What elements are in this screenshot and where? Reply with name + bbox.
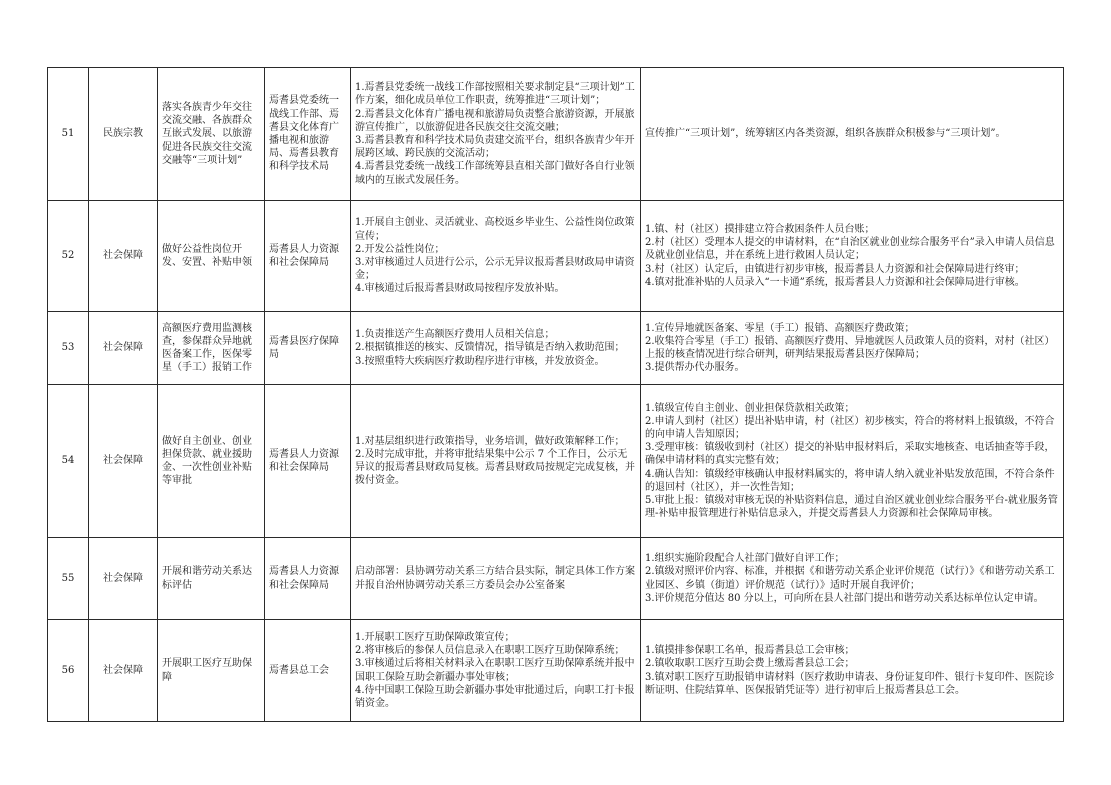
town-line: 3.评价规范分值达 80 分以上，可向所在县人社部门提出和谐劳动关系达标单位认定申请。 — [645, 592, 1044, 604]
town-line: 3.提供帮办代办服务。 — [645, 362, 745, 374]
town-line: 2.镇收取职工医疗互助会费上缴焉耆县总工会； — [645, 658, 855, 670]
town-line: 1.镇摸排参保职工名单，报焉耆县总工会审核； — [645, 645, 855, 657]
town-duty-cell — [641, 620, 1064, 722]
row-number: 56 — [48, 620, 89, 722]
town-line: 1.镇、村（社区）摸排建立符合救困条件人员台账； — [645, 223, 875, 235]
duty-line: 4.焉耆县党委统一战线工作部统筹县直相关部门做好各自行业领域内的互嵌式发展任务。 — [355, 161, 635, 186]
duty-line: 2.及时完成审批，并将审批结果集中公示 7 个工作日，公示无异议的报焉耆县财政局复核。焉耆县财政局按规定完成复核，并拨付资金。 — [355, 448, 635, 487]
duty-line: 3.按照重特大疾病医疗救助程序进行审核，并发放资金。 — [355, 355, 605, 367]
category-cell: 社会保障 — [89, 201, 158, 312]
town-line: 1.镇级宣传自主创业、创业担保贷款相关政策； — [645, 402, 855, 414]
responsibility-table — [47, 67, 1064, 722]
table-row — [48, 68, 1064, 201]
department-duty-cell — [351, 312, 641, 385]
duty-line: 1.开展自主创业、灵活就业、高校返乡毕业生、公益性岗位政策宣传； — [355, 217, 635, 242]
town-line: 5.审批上报：镇级对审核无误的补贴资料信息，通过自治区就业创业综合服务平台-就业服务管理-补贴申报管理进行补贴信息录入，并提交焉耆县人力资源和社会保障局审核。 — [645, 495, 1058, 520]
duty-line: 3.审核通过后将相关材料录入在职职工医疗互助保障系统并报中国职工保险互助会新疆办事处审核； — [355, 658, 635, 683]
department-duty-cell — [351, 68, 641, 201]
category-cell: 民族宗教 — [89, 68, 158, 201]
row-number: 54 — [48, 385, 89, 538]
town-line: 1.宣传异地就医备案、零星（手工）报销、高额医疗费政策； — [645, 322, 915, 334]
town-line: 3.村（社区）认定后，由镇进行初步审核，报焉耆县人力资源和社会保障局进行终审； — [645, 263, 1025, 275]
row-number: 51 — [48, 68, 89, 201]
table-row — [48, 620, 1064, 722]
town-line: 1.组织实施阶段配合人社部门做好自评工作； — [645, 553, 845, 565]
town-duty-cell — [641, 538, 1064, 620]
duty-line: 2.将审核后的参保人员信息录入在职职工医疗互助保障系统； — [355, 645, 625, 657]
item-cell: 做好公益性岗位开发、安置、补贴申领 — [158, 201, 265, 312]
duty-line: 启动部署：县协调劳动关系三方结合县实际，制定具体工作方案并报自治州协调劳动关系三方委员会办公室备案 — [355, 566, 635, 591]
table-row — [48, 385, 1064, 538]
category-cell: 社会保障 — [89, 538, 158, 620]
duty-line: 2.焉耆县文化体育广播电视和旅游局负责整合旅游资源，开展旅游宣传推广，以旅游促进各民族交往交流交融； — [355, 108, 635, 133]
department-duty-cell — [351, 201, 641, 312]
category-cell: 社会保障 — [89, 312, 158, 385]
town-line: 2.村（社区）受理本人提交的申请材料，在“自治区就业创业综合服务平台”录入申请人员信息及就业创业信息，并在系统上进行救困人员认定； — [645, 237, 1055, 262]
row-number: 55 — [48, 538, 89, 620]
duty-line: 1.负责推送产生高额医疗费用人员相关信息； — [355, 329, 555, 341]
department-duty-cell — [351, 620, 641, 722]
item-cell: 开展和谐劳动关系达标评估 — [158, 538, 265, 620]
department-duty-cell — [351, 538, 641, 620]
duty-line: 3.焉耆县教育和科学技术局负责建交流平台，组织各族青少年开展跨区域、跨民族的交流活动； — [355, 135, 635, 160]
item-cell: 落实各族青少年交往交流交融、各族群众互嵌式发展、以旅游促进各民族交往交流交融等“三项计划” — [158, 68, 265, 201]
department-duty-cell — [351, 385, 641, 538]
duty-line: 1.开展职工医疗互助保障政策宣传； — [355, 631, 515, 643]
category-cell: 社会保障 — [89, 385, 158, 538]
duty-line: 4.待中国职工保险互助会新疆办事处审批通过后，向职工打卡报销资金。 — [355, 684, 635, 709]
duty-line: 1.对基层组织进行政策指导，业务培训，做好政策解释工作； — [355, 435, 625, 447]
item-cell: 做好自主创业、创业担保贷款、就业援助金、一次性创业补贴等审批 — [158, 385, 265, 538]
town-line: 3.镇对职工医疗互助报销申请材料（医疗救助申请表、身份证复印件、银行卡复印件、医院诊断证明、住院结算单、医保报销凭证等）进行初审后上报焉耆县总工会。 — [645, 671, 1055, 696]
duty-line: 2.开发公益性岗位； — [355, 243, 445, 255]
town-line: 3.受理审核：镇级收到村（社区）提交的补贴申报材料后，采取实地核查、电话抽查等手段，确保申请材料的真实完整有效； — [645, 442, 1055, 467]
table-row — [48, 538, 1064, 620]
town-line: 2.申请人到村（社区）提出补贴申请，村（社区）初步核实，符合的将材料上报镇级，不符合的向申请人告知原因； — [645, 415, 1055, 440]
town-line: 4.确认告知：镇级经审核确认申报材料属实的，将申请人纳入就业补贴发放范围，不符合条件的退回村（社区），并一次性告知； — [645, 468, 1055, 493]
row-number: 53 — [48, 312, 89, 385]
town-duty-cell — [641, 201, 1064, 312]
town-line: 2.镇级对照评价内容、标准，并根据《和谐劳动关系企业评价规范（试行）》《和谐劳动关系工业园区、乡镇（街道）评价规范（试行）》适时开展自我评价； — [645, 566, 1055, 591]
town-line: 2.收集符合零星（手工）报销、高额医疗费用、异地就医人员政策人员的资料，对村（社区）上报的核查情况进行综合研判，研判结果报焉耆县医疗保障局； — [645, 335, 1055, 360]
department-cell: 焉耆县人力资源和社会保障局 — [265, 201, 351, 312]
category-cell: 社会保障 — [89, 620, 158, 722]
department-cell: 焉耆县人力资源和社会保障局 — [265, 538, 351, 620]
row-number: 52 — [48, 201, 89, 312]
town-line: 宣传推广“三项计划”，统筹辖区内各类资源，组织各族群众积极参与“三项计划”。 — [645, 128, 1006, 140]
town-line: 4.镇对批准补贴的人员录入“一卡通”系统，报焉耆县人力资源和社会保障局进行审核。 — [645, 276, 1025, 288]
duty-line: 4.审核通过后报焉耆县财政局按程序发放补贴。 — [355, 283, 565, 295]
duty-line: 3.对审核通过人员进行公示，公示无异议报焉耆县财政局申请资金； — [355, 257, 635, 282]
department-cell: 焉耆县人力资源和社会保障局 — [265, 385, 351, 538]
table-row — [48, 201, 1064, 312]
duty-line: 2.根据镇推送的核实、反馈情况，指导镇是否纳入救助范围； — [355, 342, 625, 354]
duty-line: 1.焉耆县党委统一战线工作部按照相关要求制定县“三项计划”工作方案，细化成员单位工作职责，统筹推进“三项计划”； — [355, 82, 635, 107]
item-cell: 开展职工医疗互助保障 — [158, 620, 265, 722]
department-cell: 焉耆县党委统一战线工作部、焉耆县文化体育广播电视和旅游局、焉耆县教育和科学技术局 — [265, 68, 351, 201]
town-duty-cell — [641, 312, 1064, 385]
item-cell: 高额医疗费用监测核查，参保群众异地就医备案工作，医保零星（手工）报销工作 — [158, 312, 265, 385]
town-duty-cell — [641, 68, 1064, 201]
table-row — [48, 312, 1064, 385]
town-duty-cell — [641, 385, 1064, 538]
department-cell: 焉耆县医疗保障局 — [265, 312, 351, 385]
department-cell: 焉耆县总工会 — [265, 620, 351, 722]
